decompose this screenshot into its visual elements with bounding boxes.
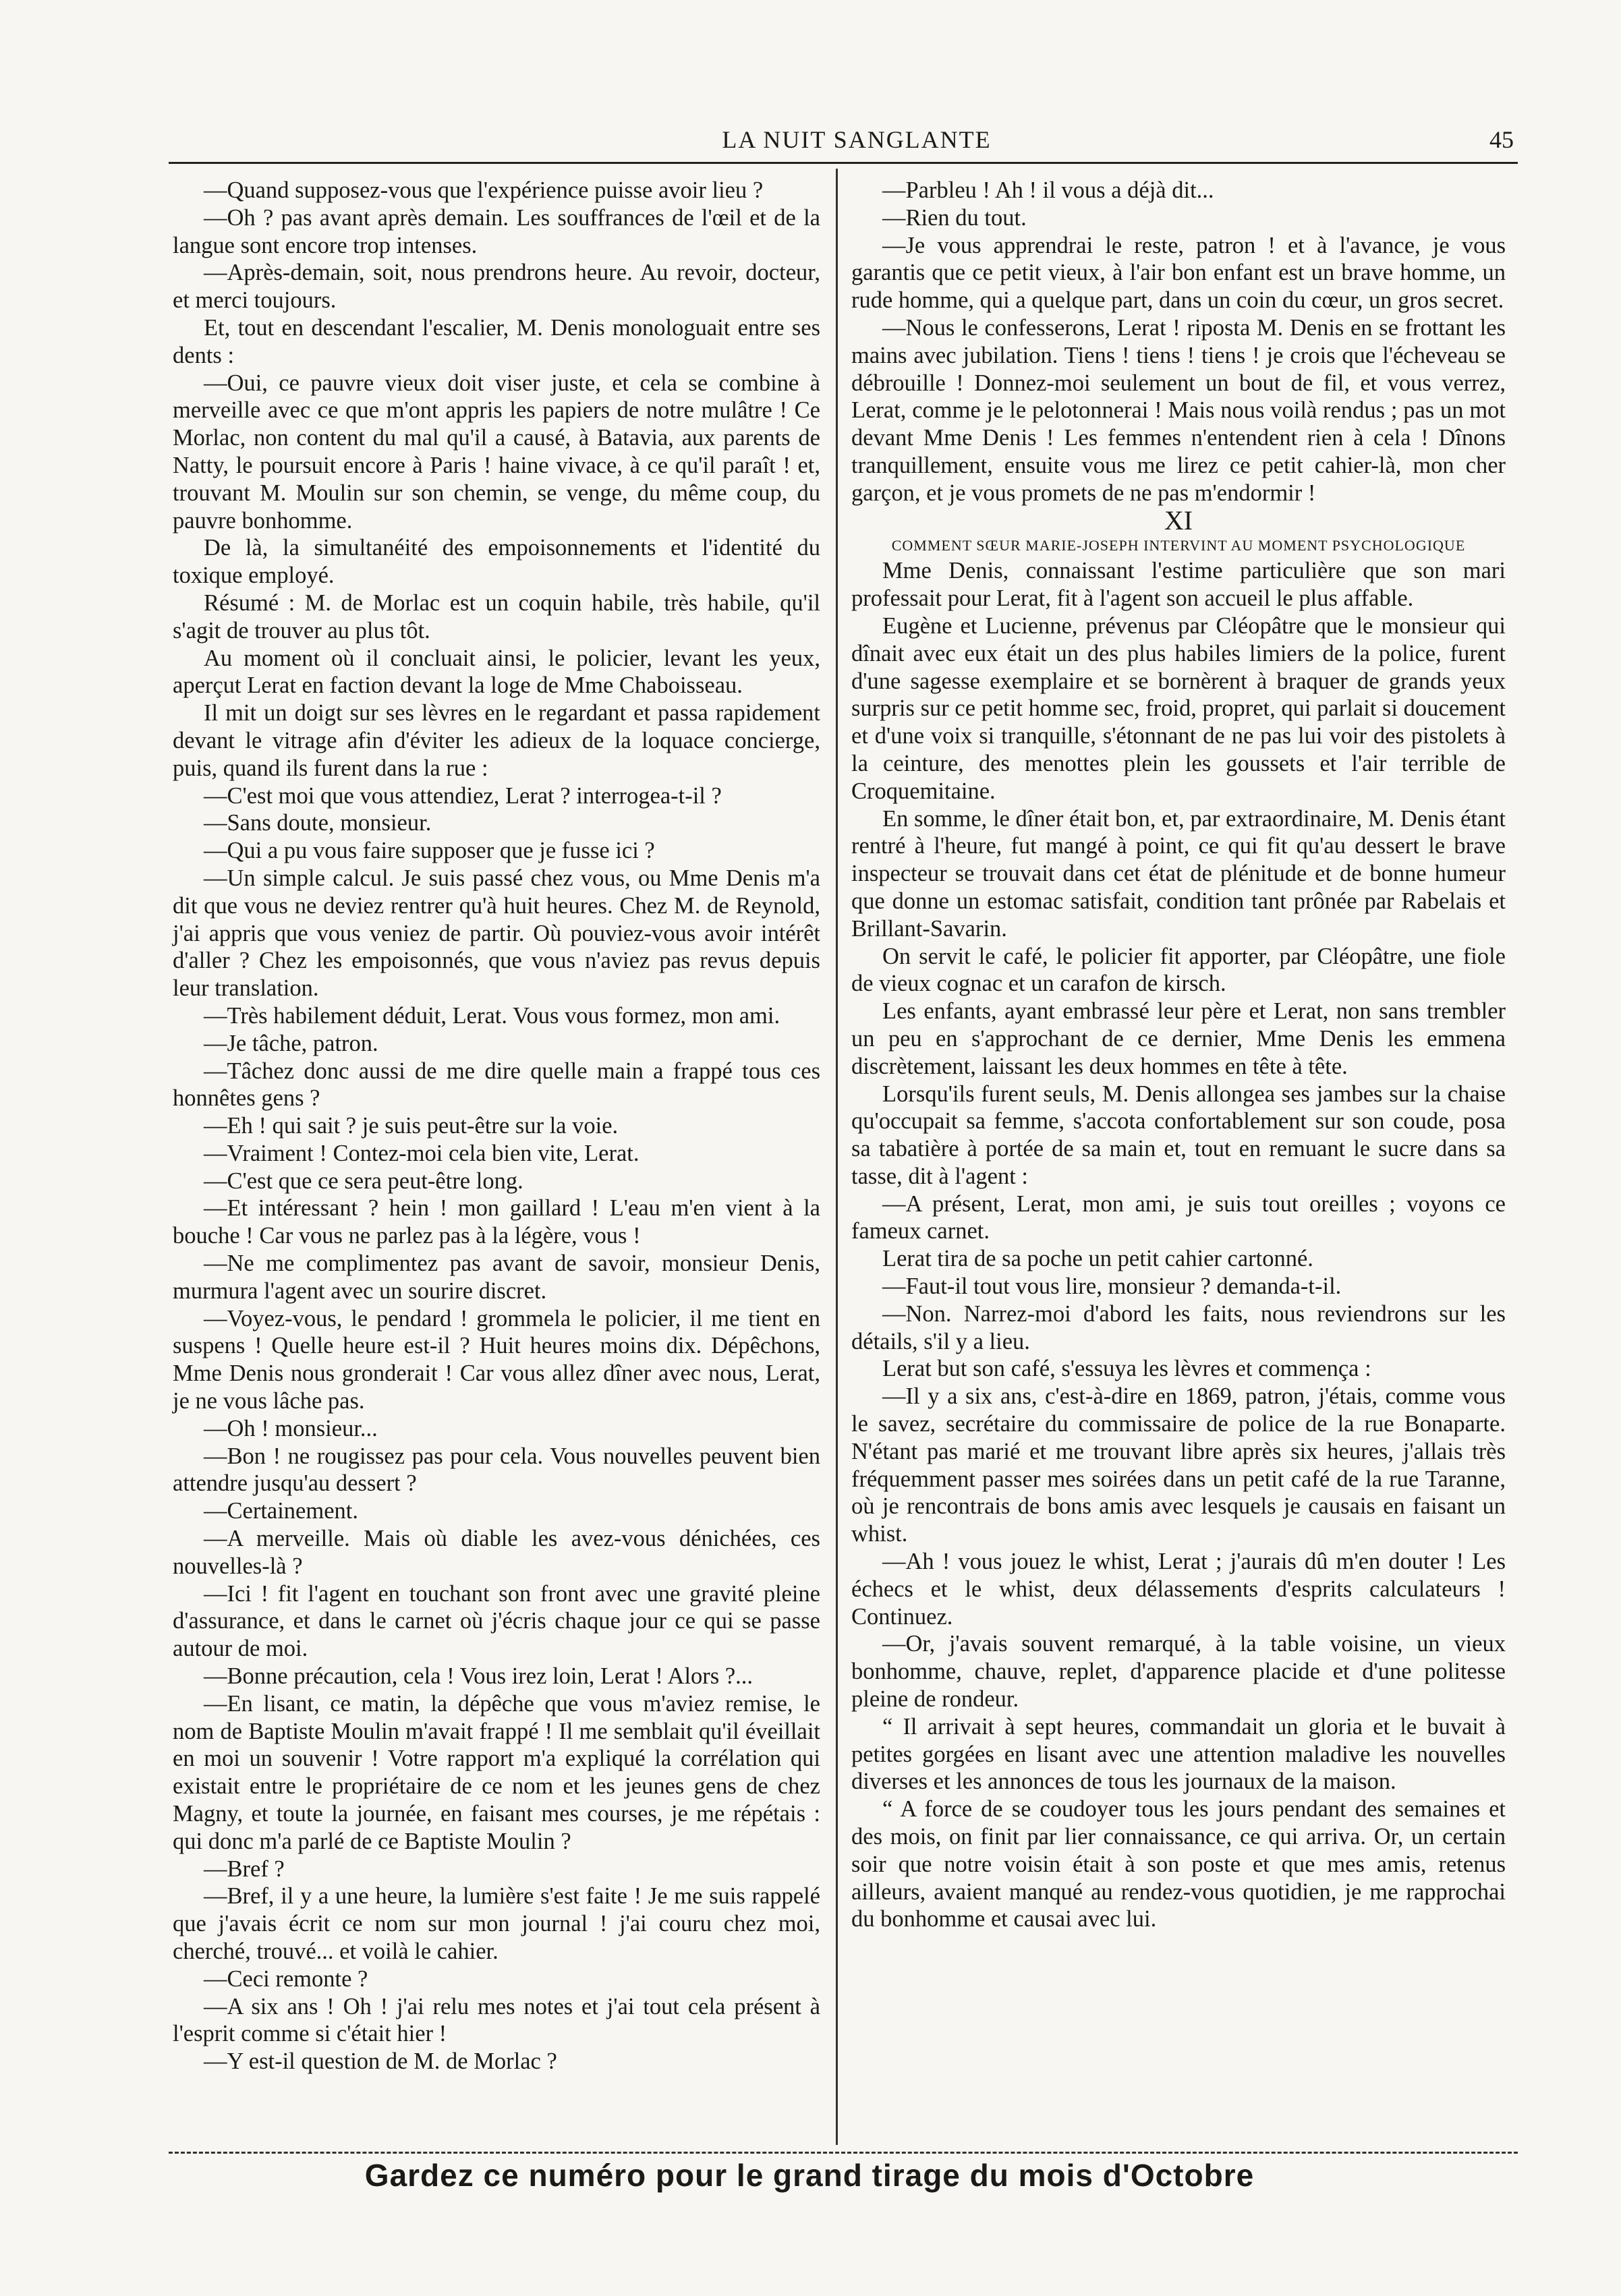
paragraph: —Vraiment ! Contez-moi cela bien vite, Lerat. [204,1140,639,1166]
paragraph: —Faut-il tout vous lire, monsieur ? demanda-t-il. [882,1273,1342,1300]
paragraph: Au moment où il concluait ainsi, le policier, levant les yeux, aperçut Lerat en faction devant la loge de Mme Chaboisseau. [173,645,820,699]
paragraph: —Ici ! fit l'agent en touchant son front avec une gravité pleine d'assurance, et dans le carnet où j'écris chaque jour ce qui se passe autour de moi. [173,1580,820,1662]
footer-rule [169,2152,1518,2154]
paragraph: De là, la simultanéité des empoisonnements et l'identité du toxique employé. [173,535,820,589]
paragraph: —Nous le confesserons, Lerat ! riposta M. Denis en se frottant les mains avec jubilation. Tiens ! tiens ! tiens ! je crois que l'écheveau se débrouille ! Donnez-moi seulement un bout de fil, et vous verrez, Lerat, comme je le pelotonnerai ! Mais nous voilà rendus ; pas un mot devant Mme Denis ! Les femmes n'entendent rien à cela ! Dînons tranquillement, ensuite vous me lirez ce petit cahier-là, mon cher garçon, et je vous promets de ne pas m'endormir ! [851,314,1506,506]
paragraph: —Eh ! qui sait ? je suis peut-être sur la voie. [204,1113,619,1139]
paragraph: —A merveille. Mais où diable les avez-vous dénichées, ces nouvelles-là ? [173,1526,820,1579]
right-column [851,177,1506,1933]
paragraph: —Très habilement déduit, Lerat. Vous vous formez, mon ami. [204,1002,780,1029]
paragraph: Lerat tira de sa poche un petit cahier cartonné. [882,1246,1313,1272]
chapter-body [851,557,1506,1933]
paragraph: —Tâchez donc aussi de me dire quelle main a frappé tous ces honnêtes gens ? [173,1058,820,1112]
paragraph: Les enfants, ayant embrassé leur père et Lerat, non sans trembler un peu en s'approchant de ce dernier, Mme Denis les emmena discrètement, laissant les deux hommes en tête à tête. [851,998,1506,1079]
paragraph: —Et intéressant ? hein ! mon gaillard ! L'eau m'en vient à la bouche ! Car vous ne parlez pas à la légère, vous ! [173,1195,820,1249]
paragraph: —Je tâche, patron. [204,1030,378,1056]
paragraph: Mme Denis, connaissant l'estime particulière que son mari professait pour Lerat, fit à l'agent son accueil le plus affable. [851,558,1506,612]
paragraph: On servit le café, le policier fit apporter, par Cléopâtre, une fiole de vieux cognac et un carafon de kirsch. [851,943,1506,997]
left-column [173,177,820,2075]
header-rule [169,162,1518,164]
paragraph: —En lisant, ce matin, la dépêche que vous m'aviez remise, le nom de Baptiste Moulin m'avait frappé ! Il me semblait qu'il éveillait en moi un souvenir ! Votre rapport m'a expliqué la corrélation qui existait entre le propriétaire de ce nom et les jeunes gens de chez Magny, et toute la journée, en faisant mes courses, je me répétais : qui donc m'a parlé de ce Baptiste Moulin ? [173,1690,820,1854]
paragraph: “ Il arrivait à sept heures, commandait un gloria et le buvait à petites gorgées en lisant avec une attention maladive les nouvelles diverses et les annonces de tous les journaux de la maison. [851,1713,1506,1795]
paragraph: —Certainement. [204,1498,358,1524]
paragraph: —A six ans ! Oh ! j'ai relu mes notes et j'ai tout cela présent à l'esprit comme si c'était hier ! [173,1993,820,2047]
paragraph: —Bonne précaution, cela ! Vous irez loin, Lerat ! Alors ?... [204,1663,753,1690]
paragraph: —Y est-il question de M. de Morlac ? [204,2048,557,2075]
paragraph: —Ceci remonte ? [204,1965,368,1992]
paragraph: —Qui a pu vous faire supposer que je fusse ici ? [204,838,655,864]
paragraph: —Oui, ce pauvre vieux doit viser juste, et cela se combine à merveille avec ce que m'ont appris les papiers de notre mulâtre ! Ce Morlac, non content du mal qu'il a causé, à Batavia, aux parents de Natty, le poursuit encore à Paris ! haine vivace, à ce qu'il paraît ! et, trouvant M. Moulin sur son chemin, se venge, du même coup, du pauvre bonhomme. [173,370,820,534]
right-column-continuation [851,177,1506,507]
chapter-number: XI [1164,505,1193,536]
column-divider [836,169,838,2145]
footer-banner: Gardez ce numéro pour le grand tirage du mois d'Octobre [364,2158,1255,2193]
paragraph: —Quand supposez-vous que l'expérience puisse avoir lieu ? [204,177,764,203]
paragraph: Lerat but son café, s'essuya les lèvres et commença : [882,1356,1371,1382]
paragraph: —C'est que ce sera peut-être long. [204,1168,523,1194]
paragraph: —Ne me complimentez pas avant de savoir, monsieur Denis, murmura l'agent avec un sourire discret. [173,1251,820,1304]
paragraph: —A présent, Lerat, mon ami, je suis tout oreilles ; voyons ce fameux carnet. [851,1190,1506,1244]
paragraph: —Ah ! vous jouez le whist, Lerat ; j'aurais dû m'en douter ! Les échecs et le whist, deux délassements d'esprits calculateurs ! Continuez. [851,1549,1506,1630]
paragraph: —Or, j'avais souvent remarqué, à la table voisine, un vieux bonhomme, chauve, replet, d'apparence placide et d'une politesse pleine de rondeur. [851,1631,1506,1713]
paragraph: Et, tout en descendant l'escalier, M. Denis monologuait entre ses dents : [173,314,820,368]
paragraph: —Bref ? [204,1856,285,1882]
paragraph: —Après-demain, soit, nous prendrons heure. Au revoir, docteur, et merci toujours. [173,260,820,314]
paragraph: Il mit un doigt sur ses lèvres en le regardant et passa rapidement devant le vitrage afin d'éviter les adieux de la loquace concierge, puis, quand ils furent dans la rue : [173,700,820,781]
paragraph: “ A force de se coudoyer tous les jours pendant des semaines et des mois, on finit par lier connaissance, ce qui arriva. Or, un certain soir que notre voisin était à son poste et que mes amis, retenus ailleurs, avaient manqué au rendez-vous quotidien, je me rapprochai du bonhomme et causai avec lui. [851,1796,1506,1932]
paragraph: —Oh ? pas avant après demain. Les souffrances de l'œil et de la langue sont encore trop intenses. [173,204,820,258]
paragraph: En somme, le dîner était bon, et, par extraordinaire, M. Denis étant rentré à l'heure, fut mangé à point, ce qui fit qu'au dessert le brave inspecteur se trouvait dans cet état de plénitude et de bonne humeur que donne un estomac satisfait, condition tant prônée par Rabelais et Brillant-Savarin. [851,805,1506,942]
page-number: 45 [1489,126,1514,153]
paragraph: —Oh ! monsieur... [204,1415,378,1441]
chapter-title: COMMENT SŒUR MARIE-JOSEPH INTERVINT AU MOMENT PSYCHOLOGIQUE [891,537,1466,554]
paragraph: —Rien du tout. [882,204,1027,231]
paragraph: —Bon ! ne rougissez pas pour cela. Vous nouvelles peuvent bien attendre jusqu'au dessert ? [173,1443,820,1497]
paragraph: Résumé : M. de Morlac est un coquin habile, très habile, qu'il s'agit de trouver au plus tôt. [173,590,820,643]
paragraph: —Il y a six ans, c'est-à-dire en 1869, patron, j'étais, comme vous le savez, secrétaire du commissaire de police de la rue Bonaparte. N'étant pas marié et me trouvant libre après six heures, j'allais très fréquemment passer mes soirées dans un petit café de la rue Taranne, où je rencontrais de bons amis avec lesquels je causais en faisant un whist. [851,1383,1506,1547]
paragraph: —Voyez-vous, le pendard ! grommela le policier, il me tient en suspens ! Quelle heure est-il ? Huit heures moins dix. Dépêchons, Mme Denis nous gronderait ! Car vous allez dîner avec nous, Lerat, je ne vous lâche pas. [173,1305,820,1414]
running-title: LA NUIT SANGLANTE [722,126,992,153]
paragraph: —Parbleu ! Ah ! il vous a déjà dit... [882,177,1214,203]
paragraph: —Non. Narrez-moi d'abord les faits, nous reviendrons sur les détails, s'il y a lieu. [851,1300,1506,1354]
paragraph: Lorsqu'ils furent seuls, M. Denis allongea ses jambes sur la chaise qu'occupait sa femme, s'accota confortablement sur son coude, posa sa tabatière à portée de sa main et, tout en remuant le sucre dans sa tasse, dit à l'agent : [851,1081,1506,1189]
paragraph: —Je vous apprendrai le reste, patron ! et à l'avance, je vous garantis que ce petit vieux, à l'air bon enfant est un brave homme, un rude homme, qui a quelque part, dans un coin du cœur, un gros secret. [851,232,1506,314]
paragraph: —Sans doute, monsieur. [204,810,432,836]
paragraph: —Bref, il y a une heure, la lumière s'est faite ! Je me suis rappelé que j'avais écrit ce nom sur mon journal ! j'ai couru chez moi, cherché, trouvé... et voilà le cahier. [173,1883,820,1964]
paragraph: —C'est moi que vous attendiez, Lerat ? interrogea-t-il ? [204,782,722,809]
paragraph: —Un simple calcul. Je suis passé chez vous, ou Mme Denis m'a dit que vous ne deviez rentrer qu'à huit heures. Chez M. de Reynold, j'ai appris que vous veniez de partir. Où pouviez-vous avoir intérêt d'aller ? Chez les empoisonnés, que vous n'aviez pas revus depuis leur translation. [173,865,820,1002]
page-header [169,125,1518,166]
paragraph: Eugène et Lucienne, prévenus par Cléopâtre que le monsieur qui dînait avec eux était un des plus habiles limiers de la police, furent d'une sagesse exemplaire et se bornèrent à braquer de grands yeux surpris sur ce petit homme sec, froid, propret, qui parlait si doucement et d'une voix si tranquille, s'étonnant de ne pas lui voir des pistolets à la ceinture, des menottes plein les goussets et l'air terrible de Croquemitaine. [851,612,1506,804]
